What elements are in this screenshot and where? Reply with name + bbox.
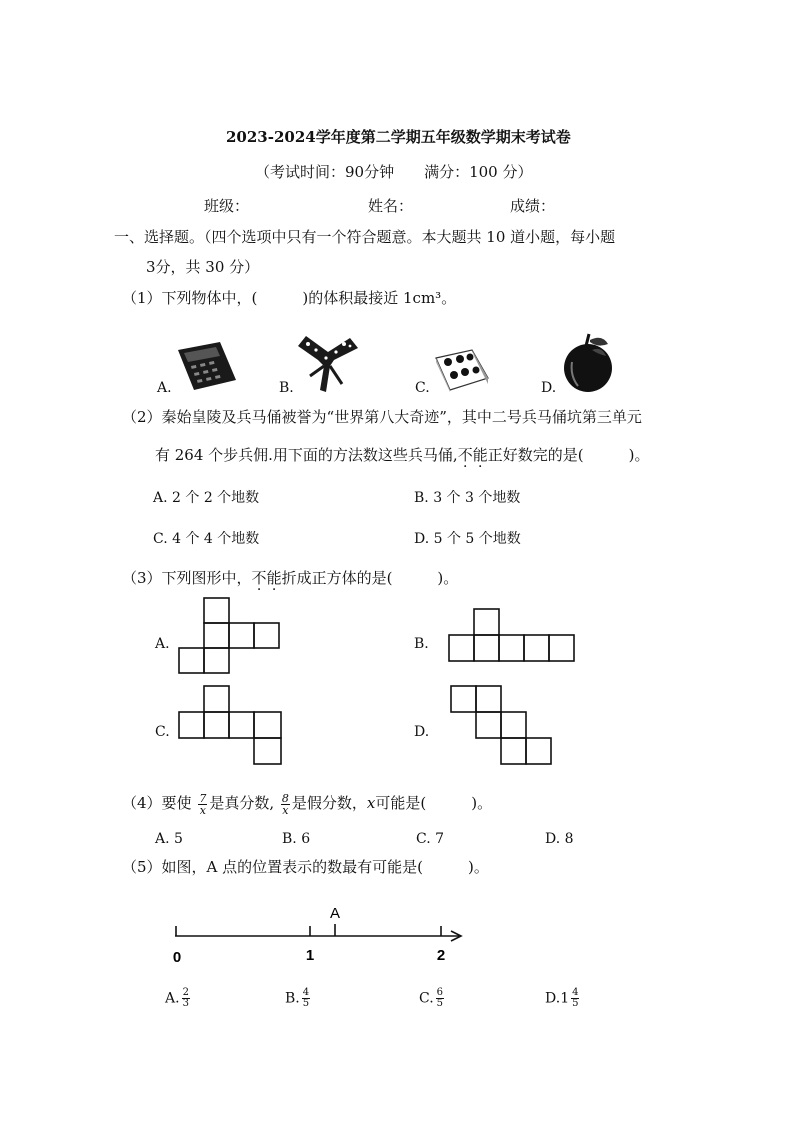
cube-net-b — [448, 608, 578, 664]
scissors-icon — [296, 330, 360, 396]
q3-text-pre: （3）下列图形中， — [122, 569, 252, 587]
q4-text-mid: 是真分数, — [209, 794, 275, 812]
fraction-7-over-x — [198, 793, 207, 816]
denominator: 5 — [572, 998, 579, 1009]
q5-option-c[interactable] — [419, 988, 446, 1009]
numerator: 2 — [182, 987, 189, 998]
q5-option-a[interactable] — [165, 988, 192, 1009]
q5-option-b[interactable] — [285, 988, 312, 1009]
q4-text-post: 是假分数， — [291, 794, 367, 812]
apple-icon — [562, 332, 614, 394]
q1-option-c[interactable]: C. — [415, 380, 430, 396]
section-heading-cont: 3分，共 30 分） — [146, 258, 260, 276]
denominator: x — [199, 803, 206, 817]
question-1-stem: （1）下列物体中，( )的体积最接近 1cm³。 — [122, 289, 457, 307]
exam-info: （考试时间：90分钟 满分：100 分） — [255, 163, 533, 181]
class-label: 班级： — [204, 197, 250, 215]
tick-label-2: 2 — [436, 947, 446, 964]
q3-option-a[interactable]: A. — [155, 636, 170, 652]
option-letter: B. — [285, 990, 300, 1007]
fraction — [182, 988, 190, 1009]
whole-part: 1 — [560, 990, 570, 1007]
cube-net-d — [450, 685, 554, 767]
q4-option-d[interactable]: D. 8 — [545, 831, 574, 847]
question-5-stem: （5）如图，A 点的位置表示的数最有可能是( )。 — [122, 858, 489, 876]
q2-option-b[interactable]: B. 3 个 3 个地数 — [414, 490, 521, 506]
q3-text-post: 折成正方体的是( )。 — [281, 569, 459, 587]
denominator: 5 — [436, 998, 444, 1009]
q2-option-d[interactable]: D. 5 个 5 个地数 — [414, 531, 521, 547]
question-4-stem — [122, 792, 492, 816]
denominator: x — [282, 803, 289, 817]
point-a-label: A — [329, 905, 341, 922]
q2-option-c[interactable]: C. 4 个 4 个地数 — [153, 531, 260, 547]
q2-text-pre: 有 264 个步兵佣.用下面的方法数这些兵马俑, — [155, 446, 458, 464]
q4-text-pre: （4）要使 — [122, 794, 192, 812]
tick-label-1: 1 — [305, 947, 315, 964]
section-heading: 一、选择题。（四个选项中只有一个符合题意。本大题共 10 道小题，每小题 — [114, 228, 616, 246]
exam-title: 2023-2024学年度第二学期五年级数学期末考试卷 — [226, 128, 571, 146]
q3-option-b[interactable]: B. — [414, 636, 429, 652]
q3-option-d[interactable]: D. — [414, 724, 430, 740]
denominator: 3 — [182, 998, 189, 1009]
question-2-stem: （2）秦始皇陵及兵马俑被誉为“世界第八大奇迹”，其中二号兵马俑坑第三单元 — [122, 408, 642, 426]
option-letter: C. — [419, 990, 434, 1007]
question-2-stem-cont — [155, 444, 649, 465]
score-label: 成绩： — [510, 197, 556, 215]
q1-option-d[interactable]: D. — [541, 380, 557, 396]
tick-label-0: 0 — [172, 949, 182, 966]
emphasis-mark: 能 — [472, 446, 488, 464]
q4-option-a[interactable]: A. 5 — [155, 831, 183, 847]
q4-option-b[interactable]: B. 6 — [282, 831, 311, 847]
cube-net-a — [178, 596, 282, 676]
fraction — [436, 988, 444, 1009]
q4-text-end: 可能是( )。 — [375, 794, 493, 812]
numerator: 7 — [199, 791, 207, 805]
fraction — [302, 988, 310, 1009]
number-line — [165, 900, 470, 970]
emphasis-mark: 不 — [457, 446, 473, 464]
numerator: 4 — [302, 987, 310, 998]
denominator: 5 — [302, 998, 310, 1009]
emphasis-mark: 不 — [251, 569, 267, 587]
q1-option-b[interactable]: B. — [279, 380, 294, 396]
cube-net-c — [178, 685, 284, 767]
numerator: 6 — [436, 987, 444, 998]
name-label: 姓名： — [368, 197, 414, 215]
fraction-8-over-x — [281, 793, 290, 816]
q5-option-d[interactable] — [545, 988, 581, 1009]
calculator-icon — [176, 340, 238, 392]
option-letter: A. — [165, 990, 180, 1007]
question-3-stem — [122, 567, 458, 588]
option-letter: D. — [545, 990, 561, 1007]
q4-option-c[interactable]: C. 7 — [416, 831, 445, 847]
numerator: 4 — [572, 987, 579, 998]
q2-option-a[interactable]: A. 2 个 2 个地数 — [153, 490, 260, 506]
q3-option-c[interactable]: C. — [155, 724, 170, 740]
fraction — [571, 988, 579, 1009]
dice-icon — [432, 348, 490, 392]
q1-option-a[interactable]: A. — [157, 380, 172, 396]
variable-x: x — [366, 794, 376, 812]
emphasis-mark: 能 — [266, 569, 282, 587]
numerator: 8 — [281, 791, 289, 805]
q2-text-post: 正好数完的是( )。 — [487, 446, 650, 464]
